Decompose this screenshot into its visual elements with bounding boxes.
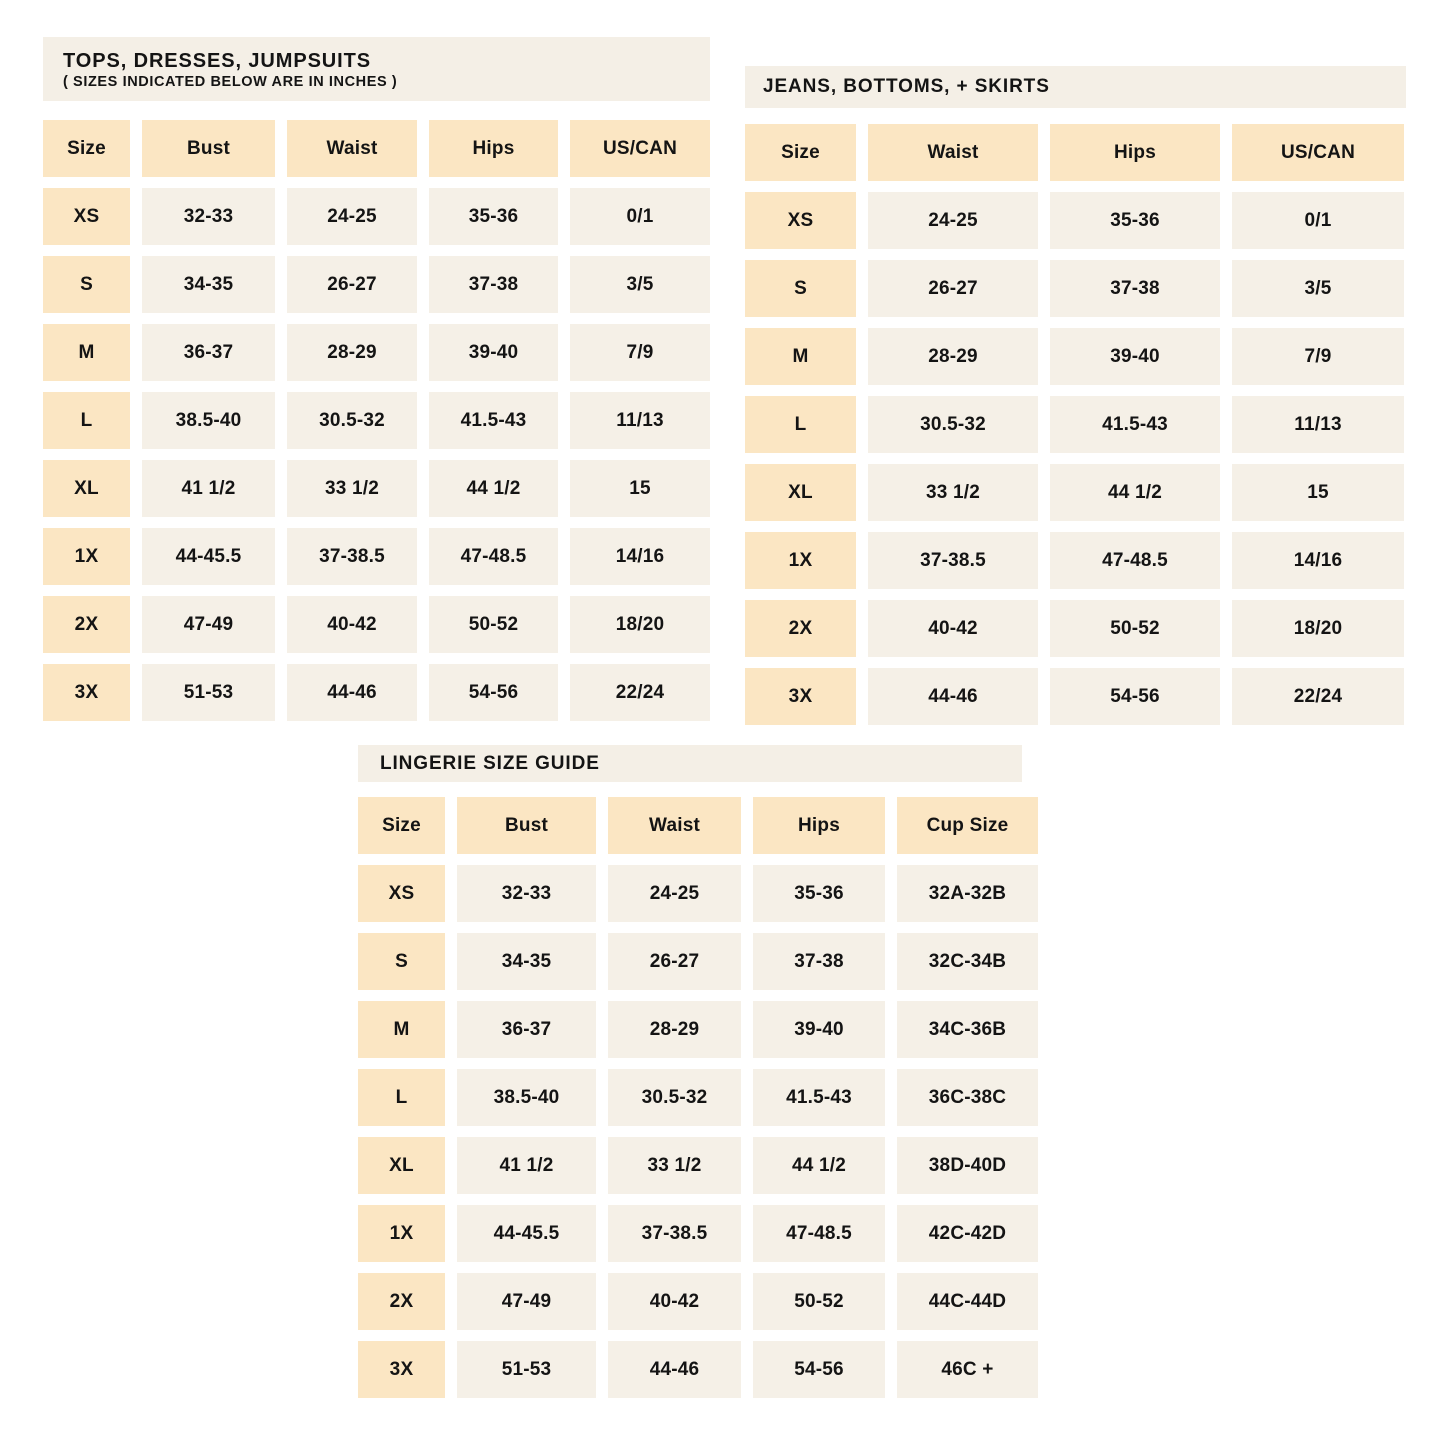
size-label-cell: 1X bbox=[745, 532, 856, 589]
value-cell: 36C-38C bbox=[897, 1069, 1038, 1126]
value-cell: 40-42 bbox=[868, 600, 1038, 657]
column-header-bust: Bust bbox=[142, 120, 275, 177]
value-cell: 42C-42D bbox=[897, 1205, 1038, 1262]
size-label-cell: L bbox=[358, 1069, 445, 1126]
column-header-us-can: US/CAN bbox=[570, 120, 710, 177]
value-cell: 47-48.5 bbox=[753, 1205, 885, 1262]
table-title: LINGERIE SIZE GUIDE bbox=[380, 752, 600, 774]
size-label-cell: L bbox=[43, 392, 130, 449]
size-label-cell: S bbox=[745, 260, 856, 317]
value-cell: 41 1/2 bbox=[457, 1137, 596, 1194]
value-cell: 28-29 bbox=[287, 324, 417, 381]
value-cell: 32C-34B bbox=[897, 933, 1038, 990]
table-title: JEANS, BOTTOMS, + SKIRTS bbox=[763, 76, 1050, 98]
value-cell: 28-29 bbox=[608, 1001, 741, 1058]
value-cell: 3/5 bbox=[570, 256, 710, 313]
jeans-bottoms-skirts-table bbox=[745, 66, 1406, 725]
value-cell: 18/20 bbox=[1232, 600, 1404, 657]
size-label-cell: M bbox=[43, 324, 130, 381]
value-cell: 41.5-43 bbox=[1050, 396, 1220, 453]
value-cell: 22/24 bbox=[570, 664, 710, 721]
table-title-banner bbox=[43, 37, 710, 101]
value-cell: 37-38 bbox=[753, 933, 885, 990]
value-cell: 3/5 bbox=[1232, 260, 1404, 317]
value-cell: 39-40 bbox=[429, 324, 558, 381]
table-title: TOPS, DRESSES, JUMPSUITS bbox=[63, 49, 371, 72]
value-cell: 37-38.5 bbox=[608, 1205, 741, 1262]
value-cell: 11/13 bbox=[1232, 396, 1404, 453]
value-cell: 44 1/2 bbox=[1050, 464, 1220, 521]
value-cell: 32-33 bbox=[457, 865, 596, 922]
value-cell: 37-38.5 bbox=[287, 528, 417, 585]
value-cell: 50-52 bbox=[429, 596, 558, 653]
column-header-size: Size bbox=[43, 120, 130, 177]
value-cell: 15 bbox=[1232, 464, 1404, 521]
value-cell: 39-40 bbox=[1050, 328, 1220, 385]
value-cell: 35-36 bbox=[753, 865, 885, 922]
size-label-cell: 3X bbox=[358, 1341, 445, 1398]
value-cell: 44C-44D bbox=[897, 1273, 1038, 1330]
value-cell: 14/16 bbox=[570, 528, 710, 585]
value-cell: 47-48.5 bbox=[429, 528, 558, 585]
value-cell: 34-35 bbox=[142, 256, 275, 313]
value-cell: 51-53 bbox=[457, 1341, 596, 1398]
column-header-size: Size bbox=[745, 124, 856, 181]
value-cell: 44 1/2 bbox=[753, 1137, 885, 1194]
size-label-cell: XS bbox=[358, 865, 445, 922]
size-label-cell: 2X bbox=[745, 600, 856, 657]
value-cell: 44 1/2 bbox=[429, 460, 558, 517]
value-cell: 30.5-32 bbox=[287, 392, 417, 449]
value-cell: 50-52 bbox=[753, 1273, 885, 1330]
value-cell: 24-25 bbox=[868, 192, 1038, 249]
size-label-cell: L bbox=[745, 396, 856, 453]
column-header-waist: Waist bbox=[287, 120, 417, 177]
size-table-grid bbox=[358, 797, 1034, 1398]
value-cell: 36-37 bbox=[142, 324, 275, 381]
value-cell: 47-48.5 bbox=[1050, 532, 1220, 589]
value-cell: 54-56 bbox=[1050, 668, 1220, 725]
size-label-cell: XL bbox=[358, 1137, 445, 1194]
size-label-cell: 3X bbox=[745, 668, 856, 725]
lingerie-size-guide-table bbox=[358, 745, 1034, 1398]
column-header-waist: Waist bbox=[868, 124, 1038, 181]
value-cell: 24-25 bbox=[608, 865, 741, 922]
value-cell: 44-46 bbox=[608, 1341, 741, 1398]
value-cell: 26-27 bbox=[287, 256, 417, 313]
value-cell: 54-56 bbox=[429, 664, 558, 721]
value-cell: 34C-36B bbox=[897, 1001, 1038, 1058]
value-cell: 50-52 bbox=[1050, 600, 1220, 657]
value-cell: 35-36 bbox=[429, 188, 558, 245]
value-cell: 36-37 bbox=[457, 1001, 596, 1058]
column-header-waist: Waist bbox=[608, 797, 741, 854]
size-label-cell: 2X bbox=[43, 596, 130, 653]
size-label-cell: 3X bbox=[43, 664, 130, 721]
column-header-hips: Hips bbox=[1050, 124, 1220, 181]
table-title-banner bbox=[358, 745, 1022, 782]
value-cell: 0/1 bbox=[1232, 192, 1404, 249]
value-cell: 44-46 bbox=[868, 668, 1038, 725]
value-cell: 33 1/2 bbox=[287, 460, 417, 517]
size-label-cell: XL bbox=[43, 460, 130, 517]
value-cell: 41.5-43 bbox=[753, 1069, 885, 1126]
column-header-us-can: US/CAN bbox=[1232, 124, 1404, 181]
value-cell: 40-42 bbox=[287, 596, 417, 653]
size-label-cell: XS bbox=[43, 188, 130, 245]
value-cell: 32A-32B bbox=[897, 865, 1038, 922]
size-table-grid bbox=[745, 124, 1406, 725]
value-cell: 22/24 bbox=[1232, 668, 1404, 725]
size-label-cell: M bbox=[358, 1001, 445, 1058]
value-cell: 44-45.5 bbox=[457, 1205, 596, 1262]
value-cell: 26-27 bbox=[868, 260, 1038, 317]
tops-dresses-jumpsuits-table bbox=[43, 37, 710, 721]
value-cell: 39-40 bbox=[753, 1001, 885, 1058]
value-cell: 26-27 bbox=[608, 933, 741, 990]
value-cell: 7/9 bbox=[570, 324, 710, 381]
value-cell: 14/16 bbox=[1232, 532, 1404, 589]
value-cell: 38D-40D bbox=[897, 1137, 1038, 1194]
column-header-hips: Hips bbox=[429, 120, 558, 177]
size-label-cell: S bbox=[358, 933, 445, 990]
value-cell: 41.5-43 bbox=[429, 392, 558, 449]
value-cell: 28-29 bbox=[868, 328, 1038, 385]
value-cell: 11/13 bbox=[570, 392, 710, 449]
value-cell: 18/20 bbox=[570, 596, 710, 653]
value-cell: 33 1/2 bbox=[608, 1137, 741, 1194]
size-label-cell: XL bbox=[745, 464, 856, 521]
column-header-hips: Hips bbox=[753, 797, 885, 854]
size-table-grid bbox=[43, 120, 710, 721]
value-cell: 47-49 bbox=[142, 596, 275, 653]
value-cell: 37-38 bbox=[1050, 260, 1220, 317]
value-cell: 33 1/2 bbox=[868, 464, 1038, 521]
value-cell: 54-56 bbox=[753, 1341, 885, 1398]
column-header-cup-size: Cup Size bbox=[897, 797, 1038, 854]
value-cell: 40-42 bbox=[608, 1273, 741, 1330]
value-cell: 30.5-32 bbox=[608, 1069, 741, 1126]
value-cell: 24-25 bbox=[287, 188, 417, 245]
table-title-banner bbox=[745, 66, 1406, 108]
size-label-cell: S bbox=[43, 256, 130, 313]
size-label-cell: XS bbox=[745, 192, 856, 249]
size-label-cell: 1X bbox=[43, 528, 130, 585]
value-cell: 44-45.5 bbox=[142, 528, 275, 585]
size-label-cell: 1X bbox=[358, 1205, 445, 1262]
value-cell: 37-38.5 bbox=[868, 532, 1038, 589]
column-header-size: Size bbox=[358, 797, 445, 854]
value-cell: 37-38 bbox=[429, 256, 558, 313]
value-cell: 38.5-40 bbox=[142, 392, 275, 449]
value-cell: 44-46 bbox=[287, 664, 417, 721]
value-cell: 35-36 bbox=[1050, 192, 1220, 249]
value-cell: 38.5-40 bbox=[457, 1069, 596, 1126]
value-cell: 51-53 bbox=[142, 664, 275, 721]
size-label-cell: M bbox=[745, 328, 856, 385]
column-header-bust: Bust bbox=[457, 797, 596, 854]
value-cell: 47-49 bbox=[457, 1273, 596, 1330]
value-cell: 15 bbox=[570, 460, 710, 517]
size-label-cell: 2X bbox=[358, 1273, 445, 1330]
value-cell: 34-35 bbox=[457, 933, 596, 990]
table-subtitle: ( SIZES INDICATED BELOW ARE IN INCHES ) bbox=[63, 73, 398, 90]
value-cell: 7/9 bbox=[1232, 328, 1404, 385]
value-cell: 46C + bbox=[897, 1341, 1038, 1398]
value-cell: 32-33 bbox=[142, 188, 275, 245]
value-cell: 0/1 bbox=[570, 188, 710, 245]
value-cell: 30.5-32 bbox=[868, 396, 1038, 453]
value-cell: 41 1/2 bbox=[142, 460, 275, 517]
